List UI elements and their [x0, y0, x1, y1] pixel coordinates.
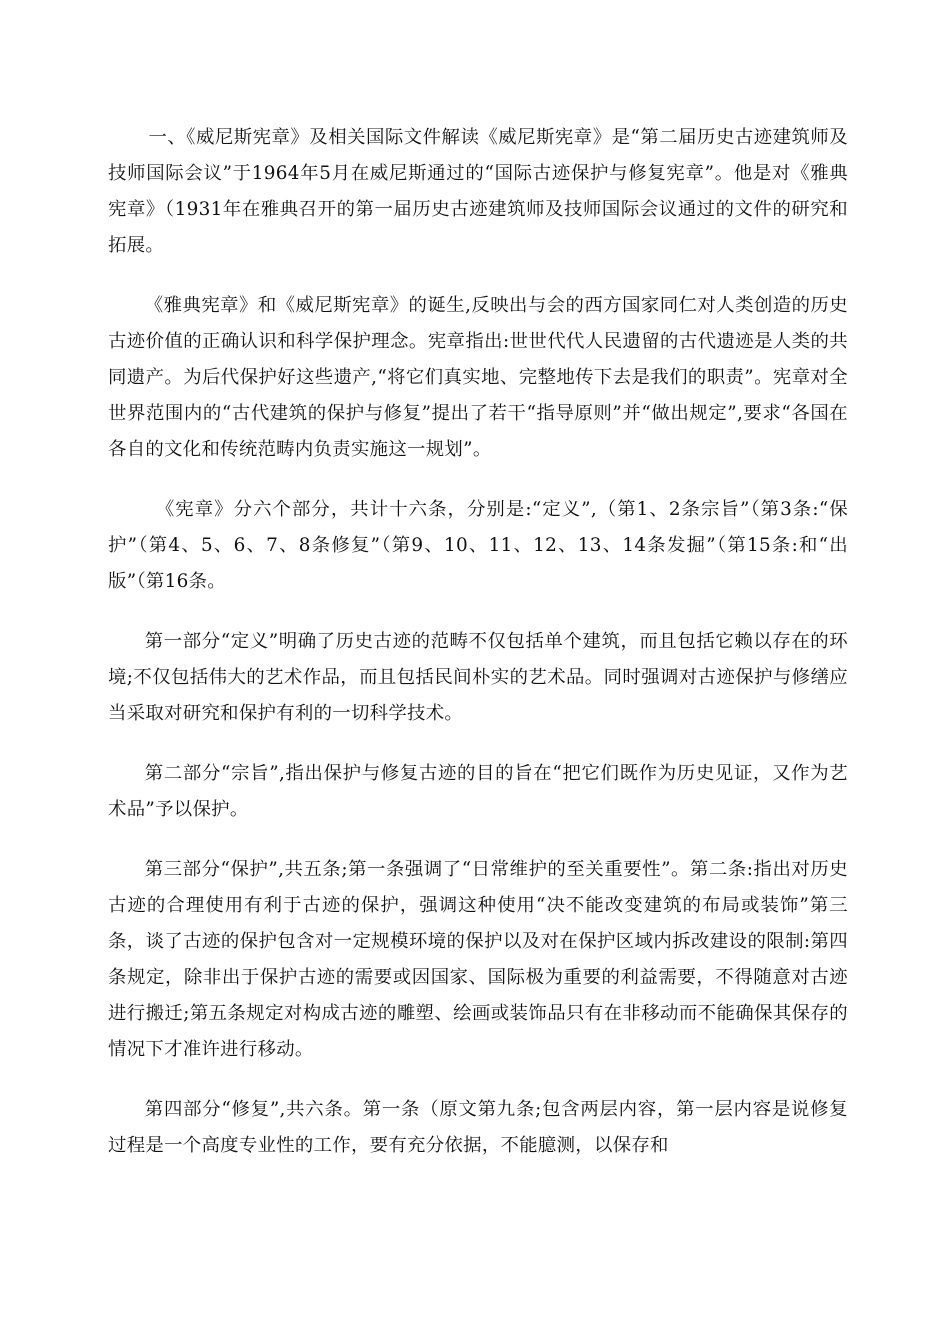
- paragraph-6: 第三部分“保护”,共五条;第一条强调了“日常维护的至关重要性”。第二条:指出对历史古迹的合理使用有利于古迹的保护，强调这种使用“决不能改变建筑的布局或装饰”第三条，谈了古迹的保护包含对一定规模环境的保护以及对在保护区域内拆改建设的限制:第四条规定，除非出于保护古迹的需要或因国家、国际极为重要的利益需要，不得随意对古迹进行搬迁;第五条规定对构成古迹的雕塑、绘画或装饰品只有在非移动而不能确保其保存的情况下才准许进行移动。: [108, 859, 848, 1060]
- document-body: [108, 120, 848, 1188]
- paragraph-1: 一、《威尼斯宪章》及相关国际文件解读《威尼斯宪章》是“第二届历史古迹建筑师及技师国际会议”于1964年5月在威尼斯通过的“国际古迹保护与修复宪章”。他是对《雅典宪章》（1931年在雅典召开的第一届历史古迹建筑师及技师国际会议通过的文件的研究和拓展。: [108, 127, 848, 256]
- paragraph-7: 第四部分“修复”,共六条。第一条（原文第九条;包含两层内容，第一层内容是说修复过程是一个高度专业性的工作，要有充分依据，不能臆测，以保存和: [108, 1099, 848, 1156]
- paragraph-2: 《雅典宪章》和《威尼斯宪章》的诞生,反映出与会的西方国家同仁对人类创造的历史古迹价值的正确认识和科学保护理念。宪章指出:世世代代人民遗留的古代遗迹是人类的共同遗产。为后代保护好这些遗产,“将它们真实地、完整地传下去是我们的职责”。宪章对全世界范围内的“古代建筑的保护与修复”提出了若干“指导原则”并“做出规定”,要求“各国在各自的文化和传统范畴内负责实施这一规划”。: [108, 295, 848, 460]
- paragraph-4: 第一部分“定义”明确了历史古迹的范畴不仅包括单个建筑，而且包括它赖以存在的环境;不仅包括伟大的艺术作品，而且包括民间朴实的艺术品。同时强调对古迹保护与修缮应当采取对研究和保护有利的一切科学技术。: [108, 631, 848, 724]
- paragraph-3: 《宪章》分六个部分，共计十六条，分别是:“定义”,（第1、2条宗旨”（第3条:“保护”（第4、5、6、7、8条修复”（第9、10、11、12、13、14条发掘”（第15条:和“出版”（第16条。: [108, 499, 848, 592]
- paragraph-5: 第二部分“宗旨”,指出保护与修复古迹的目的旨在“把它们既作为历史见证，又作为艺术品”予以保护。: [108, 763, 848, 820]
